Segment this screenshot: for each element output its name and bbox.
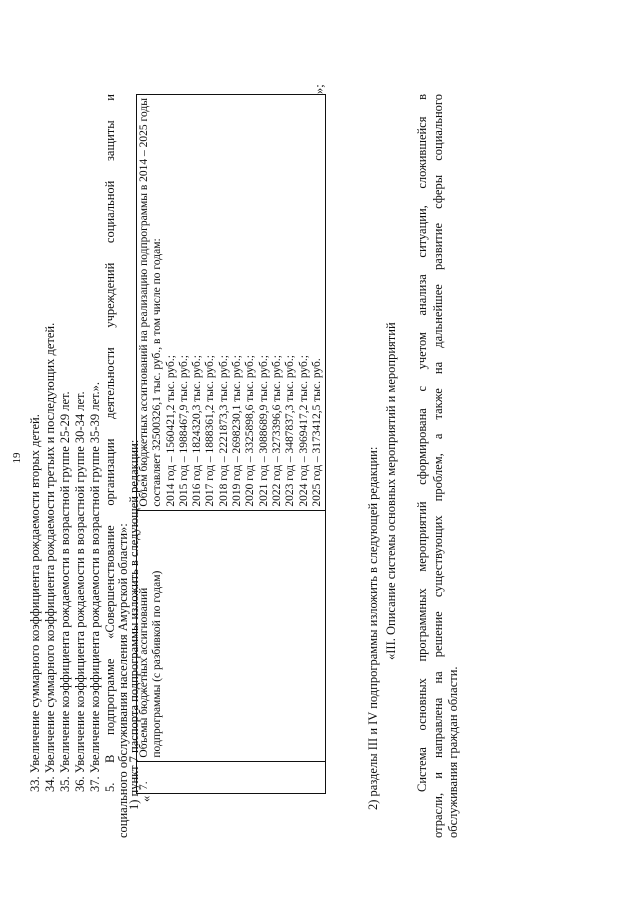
list-item: 33. Увеличение суммарного коэффициента рождаемости вторых детей. (28, 414, 42, 792)
funding-year-line: 2025 год – 3173412,5 тыс. руб. (310, 358, 323, 507)
funding-year-line: 2021 год – 3088689,9 тыс. руб.; (257, 355, 270, 507)
funding-year-line: 2024 год – 3969417,2 тыс. руб.; (297, 355, 310, 507)
table-row-number: 7. (137, 761, 326, 793)
point-2-intro: 2) разделы III и IV подпрограммы изложить в следующей редакции: (366, 446, 380, 810)
funding-year-line: 2015 год – 1988467,9 тыс. руб.; (177, 355, 190, 507)
funding-year-line: 2019 год – 2698230,1 тыс. руб.; (231, 355, 244, 507)
funding-year-line: 2017 год – 1888361,2 тыс. руб.; (204, 355, 217, 507)
table-row-label: Объемы бюджетных ассигнований подпрограммы (с разбивкой по годам) (137, 510, 326, 761)
section-5-line-continuation: социального обслуживания населения Амурской области»: (116, 523, 130, 838)
funding-year-line: 2023 год – 3487837,3 тыс. руб.; (284, 355, 297, 507)
funding-year-line: 2022 год – 3273396,6 тыс. руб.; (270, 355, 283, 507)
list-item: 37. Увеличение коэффициента рождаемости в возрастной группе 35-39 лет.». (88, 381, 102, 792)
funding-year-line: 2014 год – 1560421,2 тыс. руб.; (164, 355, 177, 507)
table-row-value (137, 95, 326, 511)
funding-summary-line: составляет 32500326,1 тыс. руб., в том числе по годам: (151, 238, 164, 507)
passport-table (136, 94, 326, 794)
funding-year-line: 2016 год – 1824320,3 тыс. руб.; (191, 355, 204, 507)
section-heading: «III. Описание системы основных мероприятий и мероприятий (384, 322, 398, 660)
rotated-document-page (6, 78, 596, 838)
page-number: 19 (11, 452, 23, 464)
point-1-intro: 1) пункт 7 паспорта подпрограммы изложить в следующей редакции: (127, 439, 141, 810)
closing-quote: »; (312, 84, 326, 94)
opening-quote: « (139, 795, 153, 802)
table-row (137, 95, 326, 794)
section-5-line: 5. В подпрограмме «Совершенствование организации деятельности учреждений социальной защиты и (103, 94, 117, 792)
list-item: 34. Увеличение суммарного коэффициента рождаемости третьих и последующих детей. (43, 322, 57, 792)
list-item: 36. Увеличение коэффициента рождаемости в возрастной группе 30-34 лет. (73, 391, 87, 792)
list-item: 35. Увеличение коэффициента рождаемости в возрастной группе 25-29 лет. (58, 391, 72, 792)
funding-year-line: 2020 год – 3325898,6 тыс. руб.; (244, 355, 257, 507)
funding-year-line: 2018 год – 2221873,3 тыс. руб.; (217, 355, 230, 507)
funding-summary-line: Объем бюджетных ассигнований на реализацию подпрограммы в 2014 – 2025 годы (138, 98, 150, 507)
paragraph-line: отрасли, и направлена на решение существующих проблем, а также на дальнейшее развитие сферы социального (431, 94, 445, 838)
paragraph-line: Система основных программных мероприятий сформирована с учетом анализа ситуации, сложившейся в (415, 94, 429, 792)
paragraph-line: обслуживания граждан области. (446, 666, 460, 838)
